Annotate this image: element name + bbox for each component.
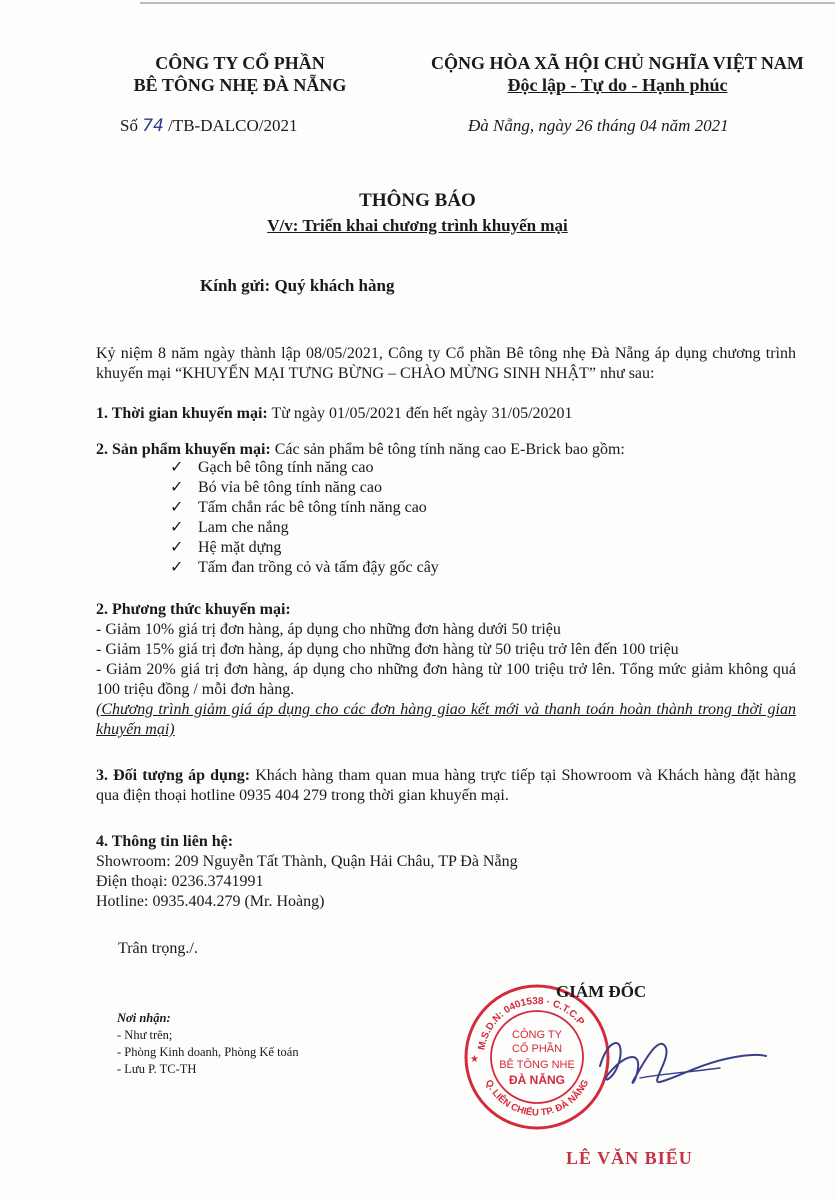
list-item: ✓ Tấm chắn rác bê tông tính năng cao xyxy=(170,499,427,516)
nation-motto: Độc lập - Tự do - Hạnh phúc xyxy=(507,75,728,95)
svg-text:Q. LIÊN CHIỂU TP. ĐÀ NẴNG: Q. LIÊN CHIỂU TP. ĐÀ NẴNG xyxy=(482,1078,592,1119)
svg-text:ĐÀ NẴNG: ĐÀ NẴNG xyxy=(509,1073,565,1087)
director-title: GIÁM ĐỐC xyxy=(556,982,647,1001)
company-line-2: BÊ TÔNG NHẸ ĐÀ NẴNG xyxy=(133,75,347,95)
section-promo-period: 1. Thời gian khuyến mại: Từ ngày 01/05/2021 đến hết ngày 31/05/20201 xyxy=(96,405,573,422)
company-line-1: CÔNG TY CỔ PHẦN xyxy=(155,53,325,73)
section-promo-method xyxy=(96,600,796,740)
document-reference xyxy=(120,116,298,136)
svg-text:★: ★ xyxy=(470,1054,479,1065)
contact-line: Showroom: 209 Nguyễn Tất Thành, Quận Hải Châu, TP Đà Nẵng xyxy=(96,853,518,870)
contact-line: Điện thoại: 0236.3741991 xyxy=(96,873,264,890)
section-heading: 3. Đối tượng áp dụng: xyxy=(96,767,251,784)
document-subject: V/v: Triển khai chương trình khuyến mại xyxy=(267,216,568,235)
section-heading: 2. Sản phẩm khuyến mại: xyxy=(96,441,271,458)
list-item: ✓ Hệ mặt dựng xyxy=(170,539,282,556)
svg-text:BÊ TÔNG NHẸ: BÊ TÔNG NHẸ xyxy=(499,1059,575,1071)
ref-suffix: /TB-DALCO/2021 xyxy=(168,116,298,135)
svg-text:CỔ PHẦN: CỔ PHẦN xyxy=(511,1043,563,1055)
section-products: 2. Sản phẩm khuyến mại: Các sản phẩm bê tông tính năng cao E-Brick bao gồm: xyxy=(96,441,625,458)
check-icon: ✓ xyxy=(170,499,184,516)
promo-note: (Chương trình giảm giá áp dụng cho các đơn hàng giao kết mới và thanh toán hoàn thành trong thời gian khuyến mại) xyxy=(96,701,796,738)
nation-line-1: CỘNG HÒA XÃ HỘI CHỦ NGHĨA VIỆT NAM xyxy=(431,53,804,73)
ref-number: 74 xyxy=(142,116,164,136)
list-item: ✓ Tấm đan trồng cỏ và tấm đậy gốc cây xyxy=(170,559,439,576)
recipients-heading: Nơi nhận: xyxy=(117,1011,171,1025)
document-date: Đà Nẵng, ngày 26 tháng 04 năm 2021 xyxy=(468,116,729,135)
signer-name: LÊ VĂN BIỂU xyxy=(566,1148,693,1168)
product-list xyxy=(170,458,439,578)
salutation: Kính gửi: Quý khách hàng xyxy=(200,276,395,295)
check-icon: ✓ xyxy=(170,459,184,476)
section-contact xyxy=(96,832,796,912)
recipients-block xyxy=(117,1010,299,1078)
svg-text:M.S.D.N: 0401538 · C.T.C.P: M.S.D.N: 0401538 · C.T.C.P xyxy=(476,995,587,1051)
check-icon: ✓ xyxy=(170,479,184,496)
check-icon: ✓ xyxy=(170,559,184,576)
scan-edge-line xyxy=(140,2,835,4)
company-header xyxy=(105,52,375,96)
check-icon: ✓ xyxy=(170,519,184,536)
recipient-item: - Phòng Kinh doanh, Phòng Kế toán xyxy=(117,1045,299,1059)
intro-paragraph: Kỷ niệm 8 năm ngày thành lập 08/05/2021, Công ty Cổ phần Bê tông nhẹ Đà Nẵng áp dụng chương trình khuyến mại “KHUYẾN MẠI TƯNG BỪNG – CHÀO MỪNG SINH NHẬT” như sau: xyxy=(96,345,796,382)
closing: Trân trọng./. xyxy=(118,940,198,957)
recipient-item: - Như trên; xyxy=(117,1028,173,1042)
signature-icon xyxy=(580,1028,770,1098)
national-header xyxy=(420,52,815,96)
list-item: ✓ Gạch bê tông tính năng cao xyxy=(170,459,374,476)
recipient-item: - Lưu P. TC-TH xyxy=(117,1062,197,1076)
contact-line: Hotline: 0935.404.279 (Mr. Hoàng) xyxy=(96,893,325,910)
section-heading: 4. Thông tin liên hệ: xyxy=(96,833,234,850)
promo-line: - Giảm 20% giá trị đơn hàng, áp dụng cho những đơn hàng từ 100 triệu trở lên. Tổng mức giảm không quá 100 triệu đồng / mỗi đơn hàng. xyxy=(96,661,796,698)
svg-text:CÔNG TY: CÔNG TY xyxy=(512,1029,562,1041)
check-icon: ✓ xyxy=(170,539,184,556)
section-eligibility: 3. Đối tượng áp dụng: Khách hàng tham quan mua hàng trực tiếp tại Showroom và Khách hàng đặt hàng qua điện thoại hotline 0935 404 279 trong thời gian khuyến mại. xyxy=(96,767,797,804)
section-heading: 1. Thời gian khuyến mại: xyxy=(96,405,268,422)
section-heading: 2. Phương thức khuyến mại: xyxy=(96,601,291,618)
list-item: ✓ Bó vỉa bê tông tính năng cao xyxy=(170,479,382,496)
promo-line: - Giảm 10% giá trị đơn hàng, áp dụng cho những đơn hàng dưới 50 triệu xyxy=(96,621,561,638)
document-title: THÔNG BÁO xyxy=(359,190,476,211)
ref-prefix: Số xyxy=(120,116,138,135)
promo-line: - Giảm 15% giá trị đơn hàng, áp dụng cho những đơn hàng từ 50 triệu trở lên đến 100 triệu xyxy=(96,641,679,658)
list-item: ✓ Lam che nắng xyxy=(170,519,289,536)
